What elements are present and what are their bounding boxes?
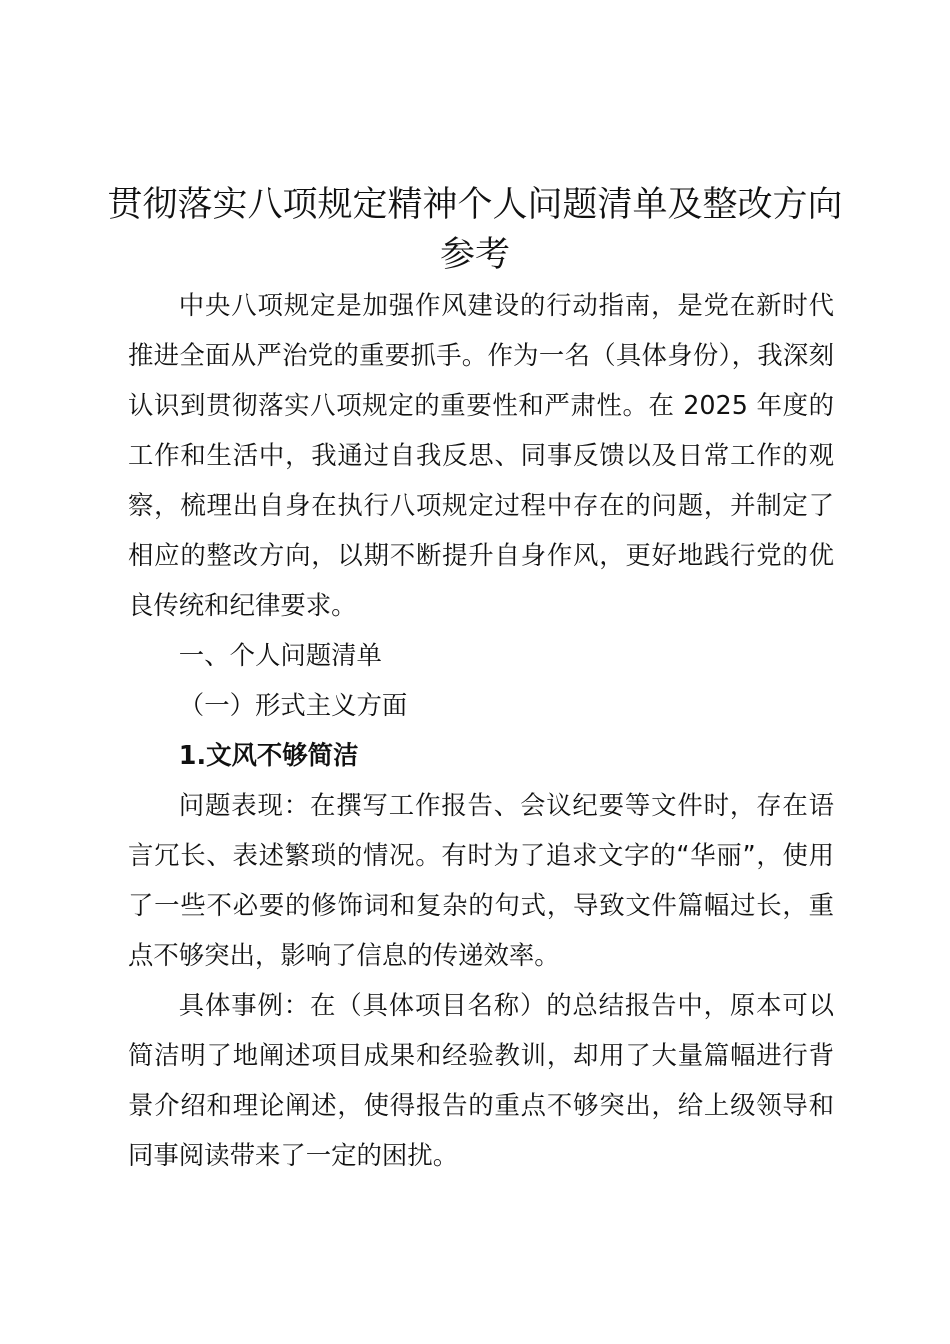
document-body [128, 280, 834, 1180]
item-heading: 1.文风不够简洁 [178, 740, 359, 770]
document-title: 贯彻落实八项规定精神个人问题清单及整改方向参考 [107, 185, 843, 275]
problem-paragraph: 问题表现：在撰写工作报告、会议纪要等文件时，存在语言冗长、表述繁琐的情况。有时为了追求文字的“华丽”，使用了一些不必要的修饰词和复杂的句式，导致文件篇幅过长，重点不够突出，影响了信息的传递效率。 [128, 790, 834, 970]
section-heading: 一、个人问题清单 [178, 640, 382, 670]
intro-paragraph: 中央八项规定是加强作风建设的行动指南，是党在新时代推进全面从严治党的重要抓手。作为一名（具体身份），我深刻认识到贯彻落实八项规定的重要性和严肃性。在 2025 年度的工作和生活中，我通过自我反思、同事反馈以及日常工作的观察，梳理出自身在执行八项规定过程中存在的问题，并制定了相应的整改方向，以期不断提升自身作风，更好地践行党的优良传统和纪律要求。 [128, 290, 834, 620]
subsection-heading: （一）形式主义方面 [178, 690, 408, 720]
example-paragraph: 具体事例：在（具体项目名称）的总结报告中，原本可以简洁明了地阐述项目成果和经验教训，却用了大量篇幅进行背景介绍和理论阐述，使得报告的重点不够突出，给上级领导和同事阅读带来了一定的困扰。 [128, 990, 834, 1170]
